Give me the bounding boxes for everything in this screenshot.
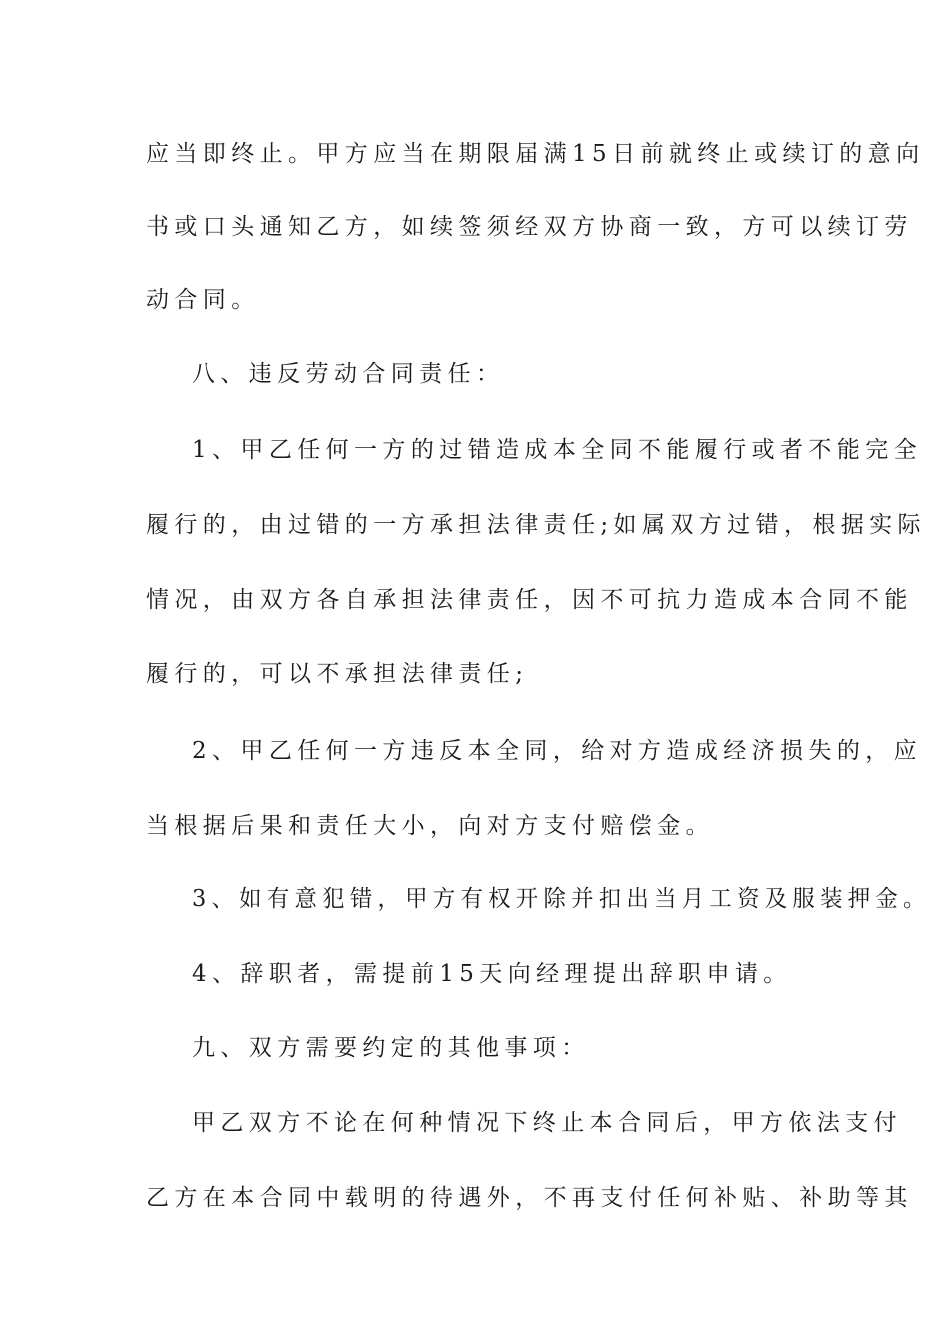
section-heading-8: 八、违反劳动合同责任：	[192, 361, 505, 387]
section-heading-9: 九、双方需要约定的其他事项：	[192, 1035, 590, 1061]
clause-8-1-line-3: 情况，由双方各自承担法律责任，因不可抗力造成本合同不能	[146, 587, 913, 613]
text-line-2: 书或口头通知乙方，如续签须经双方协商一致，方可以续订劳	[146, 214, 913, 240]
clause-8-3: 3、如有意犯错，甲方有权开除并扣出当月工资及服装押金。	[192, 886, 931, 912]
text-line-1: 应当即终止。甲方应当在期限届满15日前就终止或续订的意向	[146, 141, 925, 167]
text-line-3: 动合同。	[146, 287, 260, 313]
section-9-line-2: 乙方在本合同中载明的待遇外，不再支付任何补贴、补助等其	[146, 1185, 913, 1211]
section-9-line-1: 甲乙双方不论在何种情况下终止本合同后，甲方依法支付	[192, 1110, 902, 1136]
clause-8-1-line-4: 履行的，可以不承担法律责任;	[146, 661, 529, 687]
clause-8-2-line-2: 当根据后果和责任大小，向对方支付赔偿金。	[146, 813, 714, 839]
clause-8-1-line-2: 履行的，由过错的一方承担法律责任;如属双方过错，根据实际	[146, 512, 926, 538]
clause-8-1-line-1: 1、甲乙任何一方的过错造成本全同不能履行或者不能完全	[192, 437, 923, 463]
clause-8-4: 4、辞职者，需提前15天向经理提出辞职申请。	[192, 961, 792, 987]
clause-8-2-line-1: 2、甲乙任何一方违反本全同，给对方造成经济损失的，应	[192, 738, 923, 764]
